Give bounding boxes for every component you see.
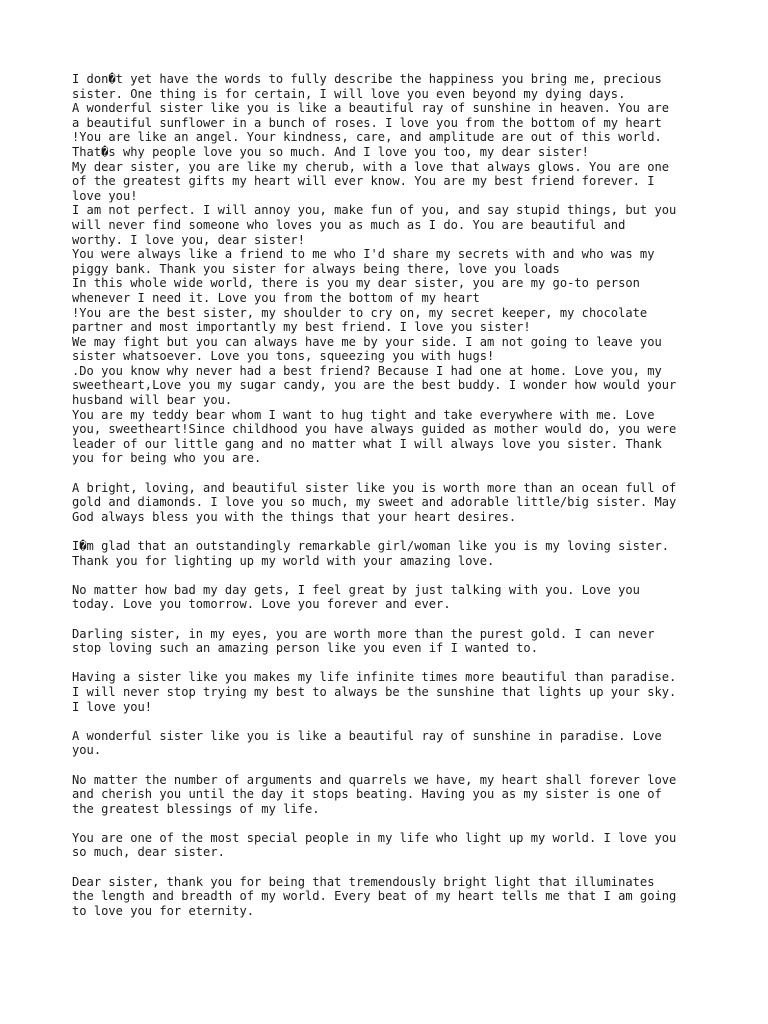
text-line: today. Love you tomorrow. Love you forever and ever.	[72, 597, 451, 612]
text-line: You are my teddy bear whom I want to hug tight and take everywhere with me. Love	[72, 407, 655, 422]
text-line: the greatest blessings of my life.	[72, 801, 320, 816]
text-line: I will never stop trying my best to always be the sunshine that lights up your sky.	[72, 684, 677, 699]
text-line: I don�t yet have the words to fully describe the happiness you bring me, precious	[72, 72, 662, 86]
paragraph	[72, 539, 712, 568]
paragraph	[72, 670, 712, 714]
text-line: A bright, loving, and beautiful sister like you is worth more than an ocean full of	[72, 480, 677, 495]
text-line: a beautiful sunflower in a bunch of roses. I love you from the bottom of my heart	[72, 115, 662, 130]
text-line: !You are like an angel. Your kindness, care, and amplitude are out of this world.	[72, 130, 662, 145]
paragraph	[72, 481, 712, 525]
text-line: leader of our little gang and no matter what I will always love you sister. Thank	[72, 436, 662, 451]
text-line: A wonderful sister like you is like a beautiful ray of sunshine in heaven. You are	[72, 101, 670, 116]
text-line: !You are the best sister, my shoulder to cry on, my secret keeper, my chocolate	[72, 305, 648, 320]
text-line: That�s why people love you so much. And I love you too, my dear sister!	[72, 144, 589, 159]
text-line: I�m glad that an outstandingly remarkable girl/woman like you is my loving sister.	[72, 539, 670, 553]
text-line: stop loving such an amazing person like you even if I wanted to.	[72, 641, 538, 656]
text-line: sister. One thing is for certain, I will love you even beyond my dying days.	[72, 86, 626, 101]
text-line: No matter the number of arguments and quarrels we have, my heart shall forever love	[72, 772, 677, 787]
text-line: of the greatest gifts my heart will ever know. You are my best friend forever. I	[72, 174, 655, 189]
text-line: My dear sister, you are like my cherub, with a love that always glows. You are one	[72, 159, 670, 174]
text-line: You were always like a friend to me who I'd share my secrets with and who was my	[72, 247, 655, 262]
paragraph	[72, 831, 712, 860]
paragraph	[72, 729, 712, 758]
text-line: We may fight but you can always have me by your side. I am not going to leave you	[72, 334, 662, 349]
text-line: and cherish you until the day it stops beating. Having you as my sister is one of	[72, 787, 662, 802]
text-line: partner and most importantly my best friend. I love you sister!	[72, 320, 531, 335]
paragraph	[72, 72, 712, 466]
text-line: will never find someone who loves you as much as I do. You are beautiful and	[72, 217, 626, 232]
text-line: No matter how bad my day gets, I feel great by just talking with you. Love you	[72, 582, 640, 597]
document-page	[72, 72, 712, 918]
text-line: Dear sister, thank you for being that tremendously bright light that illuminates	[72, 874, 655, 889]
text-line: you for being who you are.	[72, 451, 262, 466]
text-line: so much, dear sister.	[72, 845, 225, 860]
text-line: the length and breadth of my world. Every beat of my heart tells me that I am going	[72, 889, 677, 904]
text-line: piggy bank. Thank you sister for always being there, love you loads	[72, 261, 560, 276]
text-line: Thank you for lighting up my world with your amazing love.	[72, 553, 495, 568]
text-line: sister whatsoever. Love you tons, squeezing you with hugs!	[72, 349, 495, 364]
paragraph	[72, 627, 712, 656]
text-line: .Do you know why never had a best friend? Because I had one at home. Love you, my	[72, 363, 662, 378]
text-line: I am not perfect. I will annoy you, make fun of you, and say stupid things, but you	[72, 203, 677, 218]
text-line: You are one of the most special people in my life who light up my world. I love you	[72, 830, 677, 845]
text-line: God always bless you with the things that your heart desires.	[72, 509, 517, 524]
text-line: Darling sister, in my eyes, you are worth more than the purest gold. I can never	[72, 626, 655, 641]
text-line: you, sweetheart!Since childhood you have always guided as mother would do, you were	[72, 422, 677, 437]
text-line: I love you!	[72, 699, 153, 714]
paragraph	[72, 583, 712, 612]
paragraph	[72, 875, 712, 919]
text-line: whenever I need it. Love you from the bottom of my heart	[72, 290, 480, 305]
text-line: Having a sister like you makes my life infinite times more beautiful than paradise.	[72, 670, 677, 685]
paragraph	[72, 773, 712, 817]
text-line: to love you for eternity.	[72, 903, 255, 918]
text-line: husband will bear you.	[72, 393, 233, 408]
text-line: you.	[72, 743, 102, 758]
text-line: love you!	[72, 188, 138, 203]
text-line: A wonderful sister like you is like a beautiful ray of sunshine in paradise. Love	[72, 728, 662, 743]
text-line: gold and diamonds. I love you so much, my sweet and adorable little/big sister. May	[72, 495, 677, 510]
text-line: worthy. I love you, dear sister!	[72, 232, 305, 247]
text-line: sweetheart,Love you my sugar candy, you are the best buddy. I wonder how would your	[72, 378, 677, 393]
text-line: In this whole wide world, there is you my dear sister, you are my go-to person	[72, 276, 640, 291]
